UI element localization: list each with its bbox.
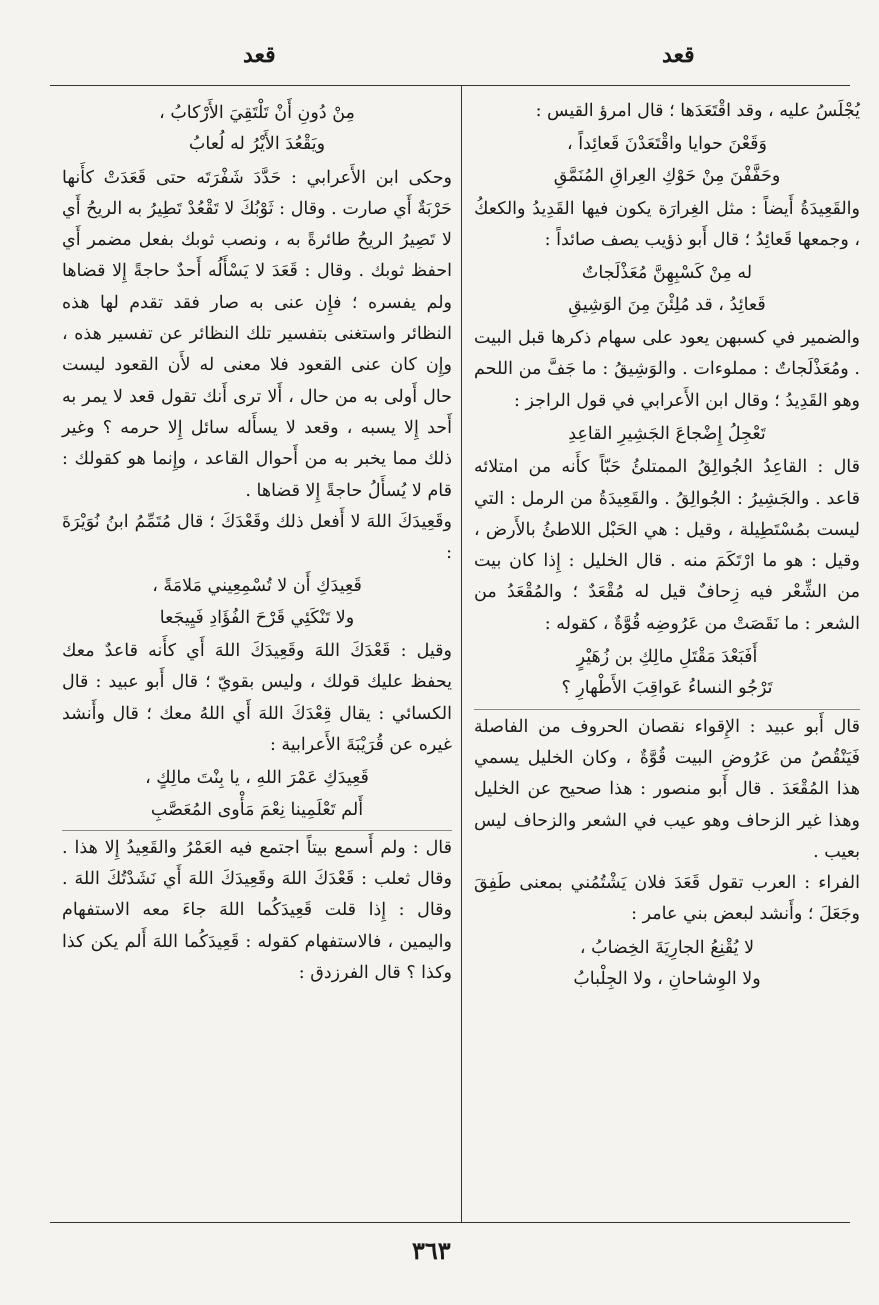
page-number: ٣٦٣ <box>412 1236 451 1265</box>
verse <box>474 933 860 996</box>
column-divider <box>461 86 462 1222</box>
verse-line: له مِنْ كَسْبِهِنَّ مُعَذْلَجاتٌ <box>581 263 753 284</box>
paragraph: قال أَبو عبيد : الإِقواء نقصان الحروف من الفاصلة فَيَنْقُصُ من عَرُوضِ البيت قُوَّةٌ ، وكان الخليل يسمي هذا المُقْعَدَ . قال أَبو منصور : هذا صحيح عن الخليل وهذا غير الزحاف وهو عيب في الشعر والزحاف ليس بعيب . <box>474 716 860 862</box>
verse-line: قَعائِدُ ، قد مُلِئْنَ مِنَ الوَشِيقِ <box>568 294 766 315</box>
paragraph: وحكى ابن الأَعرابي : حَدَّدَ شَفْرَتَه حتى قَعَدَتْ كأَنها حَرْبَةٌ أَي صارت . وقال : ثَوْبُكَ لا تَقْعُدْ تَطِيرُ به الريحُ أَي لا تَصِيرُ الريحُ طائرةً به ، ونصب ثوبك بفعل مضمر أَي احفظ ثوبك . وقال : قَعَدَ لا يَسْأَلُه أَحدٌ حاجةً إِلا قضاها ولم يفسره ؛ فإِن عنى به صار فقد تقدم لها هذه النظائر واستغنى بتفسير تلك النظائر عن تفسير هذه ، وإِن كان عنى القعود فلا معنى له لأَن القعود ليست حال أَولى به من حال ، أَلا ترى أَنك تقول قعد لا يمر به أَحد إِلا يسبه ، وقعد لا يسأَله سائل إِلا حرمه ؟ وغير ذلك مما يخبر به من أَحوال القاعد ، وإِنما هو كقولك : قام لا يُسأَلُ حاجةً إِلا قضاها . <box>62 167 452 501</box>
verse-line: مِنْ دُونِ أَنْ تَلْتَقِيَ الأَرْكابُ ، <box>159 103 355 123</box>
verse-line: أَفَبَعْدَ مَقْتَلِ مالِكِ بن زُهَيْرٍ <box>576 647 758 668</box>
verse-line: أَلم تَعْلَمِينا نِعْمَ مَأْوى المُعَصَّبِ <box>150 799 364 820</box>
left-column <box>62 96 452 989</box>
verse-line: ويَقْعُدَ الأَيْرُ له لُعابُ <box>188 134 326 155</box>
paragraph: يُجْلَسُ عليه ، وقد اقْتَعَدَها ؛ قال امرؤ القيس : <box>535 101 860 121</box>
paragraph: قال : القاعِدُ الجُوالِقُ الممتلئُ حَبّاً كأَنه من امتلائه قاعد . والجَشِيرُ : الجُوالِقُ . والقَعِيدَةُ من الرمل : التي ليست بمُسْتَطِيلة ، وقيل : هي الحَبْل اللاطئُ بالأَرض ، وقيل : هو ما ارْتَكَمَ منه . قال الخليل : إِذا كان بيت من الشِّعْر فيه زِحافٌ قيل له مُقْعَدٌ ؛ والمُقْعَدُ من الشعر : ما نَقَصَتْ من عَرُوضِه قُوَّةٌ ، كقوله : <box>474 457 860 634</box>
verse-line: لا يُقْنِعُ الجارِيَةَ الخِضابُ ، <box>579 937 755 958</box>
verse-line: قَعِيدَكِ عَمْرَ اللهِ ، يا بِنْتَ مالِكٍ ، <box>145 768 369 789</box>
paragraph: وقَعِيدَكَ اللهَ لا أَفعل ذلك وقَعْدَكَ ؛ قال مُتَمِّمُ ابنُ نُوَيْرَةَ : <box>62 511 452 564</box>
verse <box>62 98 452 161</box>
paragraph: الفراء : العرب تقول قَعَدَ فلان يَشْتُمُني بمعنى طَفِقَ وجَعَلَ ؛ وأَنشد لبعض بني عامر : <box>474 873 860 925</box>
right-column <box>474 96 860 997</box>
top-rule <box>50 85 850 86</box>
verse-underline <box>62 830 452 831</box>
verse <box>62 763 452 826</box>
verse-line: وَقَعْنَ حوايا واقْتَعَدْنَ قَعائِداً ، <box>567 134 767 155</box>
verse-line: ولا تَنْكَئِي قَرْحَ الفُؤَادِ فَيِيجَعا <box>159 607 355 628</box>
verse-line: ولا الوِشاحانِ ، ولا الجِلْبابُ <box>573 969 761 990</box>
paragraph: وقيل : قَعْدَكَ اللهَ وقَعِيدَكَ اللهَ أَي كأَنه قاعدٌ معك يحفظ عليك قولك ، وليس بقويّ ؛ قال أَبو عبيد : قال الكسائي : يقال قِعْدَكَ اللهَ أَي اللهُ معك ؛ قال وأَنشد غيره عن قُرَيْبَةَ الأَعرابية : <box>62 641 452 755</box>
running-headword-left: قعد <box>243 42 276 68</box>
paragraph: والقَعِيدَةُ أَيضاً : مثل الغِرارَة يكون فيها القَدِيدُ والكعكُ ، وجمعها قَعائِدُ ؛ قال أَبو ذؤيب يصف صائداً : <box>474 198 860 251</box>
verse <box>474 642 860 705</box>
verse <box>474 258 860 321</box>
verse-line: وحَفَّفْنَ مِنْ حَوْكِ العِراقِ المُنَمَّقِ <box>553 165 781 186</box>
paragraph: والضمير في كسبهن يعود على سهام ذكرها قبل البيت . ومُعَذْلَجاتٌ : مملوءات . والوَشِيقُ : ما جَفَّ من اللحم وهو القَدِيدُ ؛ وقال ابن الأَعرابي في قول الراجز : <box>474 328 860 411</box>
verse-line: تَرْجُو النساءُ عَواقِبَ الأَطْهارِ ؟ <box>561 678 773 699</box>
verse <box>62 571 452 634</box>
verse-line: قَعِيدَكِ أَن لا تُسْمِعِيني مَلامَةً ، <box>152 576 362 597</box>
verse <box>474 129 860 192</box>
verse-line: تَعْجِلُ إِضْجاعَ الجَشِيرِ القاعِدِ <box>568 423 766 444</box>
paragraph: قال : ولم أَسمع بيتاً اجتمع فيه العَمْرُ والقَعِيدُ إِلا هذا . وقال ثعلب : قَعْدَكَ اللهَ وقَعِيدَكَ اللهَ أَي نَشَدْتُكَ اللهَ . وقال : إِذا قلت قَعِيدَكُما اللهَ جاءَ معه الاستفهام واليمين ، فالاستفهام كقوله : قَعِيدَكُما اللهَ أَلم يكن كذا وكذا ؟ قال الفرزدق : <box>62 837 452 984</box>
running-headword-right: قعد <box>662 42 695 68</box>
bottom-rule <box>50 1222 850 1223</box>
verse-underline <box>474 709 860 710</box>
verse <box>474 419 860 450</box>
